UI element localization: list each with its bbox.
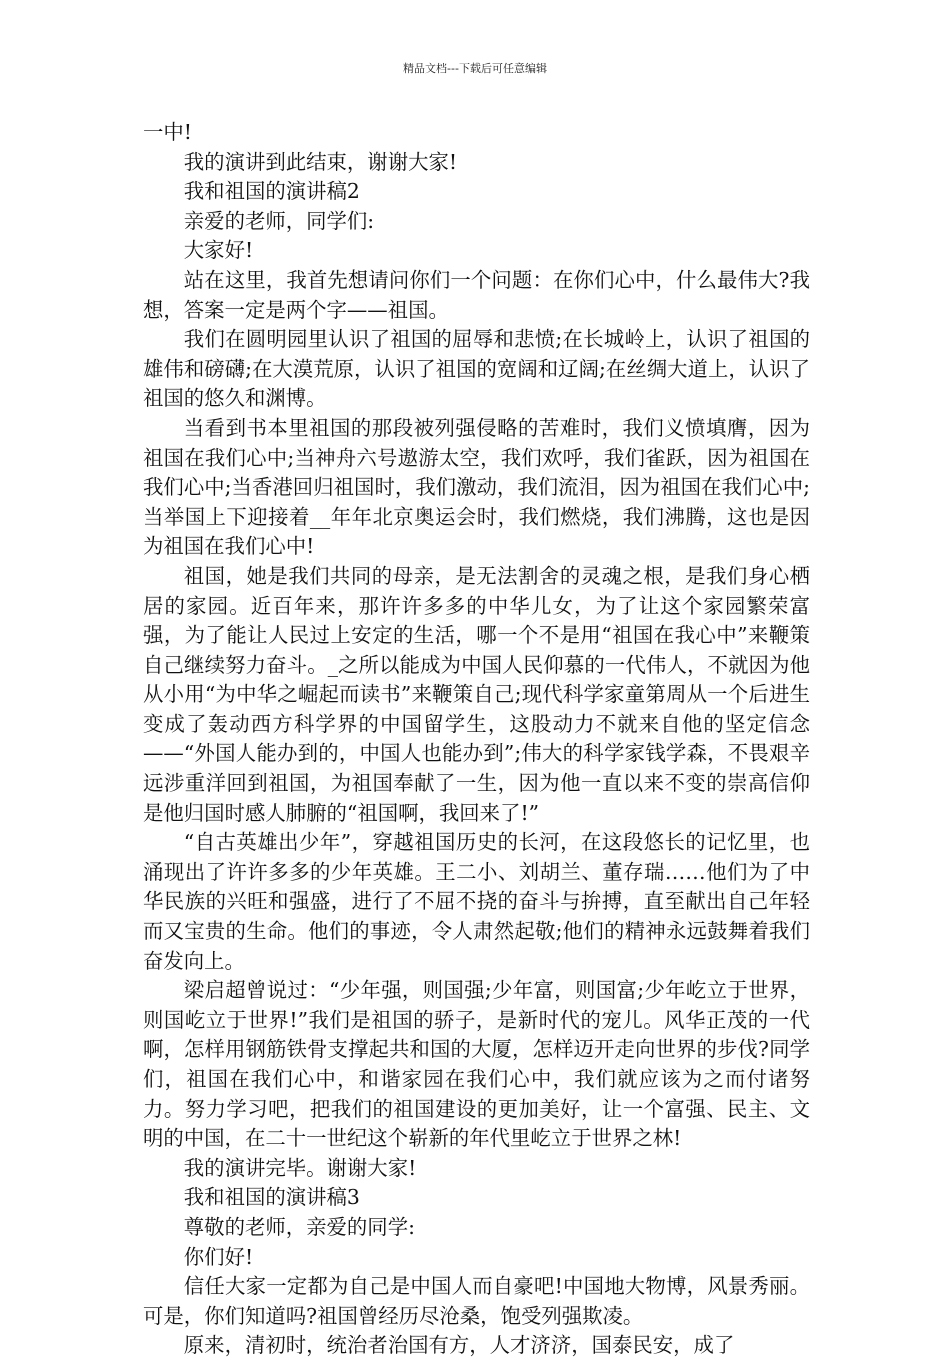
paragraph-body: 当看到书本里祖国的那段被列强侵略的苦难时，我们义愤填膺，因为祖国在我们心中;当神舟六号遨游太空，我们欢呼，我们雀跃，因为祖国在我们心中;当香港回归祖国时，我们激动，我们流泪，因为祖国在我们心中;当举国上下迎接着__年年北京奥运会时，我们燃烧，我们沸腾，这也是因为祖国在我们心中! <box>143 415 810 559</box>
paragraph-body: 信任大家一定都为自己是中国人而自豪吧!中国地大物博，风景秀丽。可是，你们知道吗?祖国曾经历尽沧桑，饱受列强欺凌。 <box>143 1274 810 1328</box>
page-header: 精品文档---下载后可任意编辑 <box>403 62 547 75</box>
paragraph-salutation: 尊敬的老师，亲爱的同学: <box>183 1214 415 1239</box>
paragraph-body: 梁启超曾说过：“少年强，则国强;少年富，则国富;少年屹立于世界，则国屹立于世界!”我们是祖国的骄子，是新时代的宠儿。风华正茂的一代啊，怎样用钢筋铁骨支撑起共和国的大厦，怎样迈开走向世界的步伐?同学们，祖国在我们心中，和谐家园在我们心中，我们就应该为之而付诸努力。努力学习吧，把我们的祖国建设的更加美好，让一个富强、民主、文明的中国，在二十一世纪这个崭新的年代里屹立于世界之林! <box>143 978 810 1151</box>
paragraph-continuation: 一中! <box>143 120 192 144</box>
section-title-speech-2: 我和祖国的演讲稿2 <box>183 179 360 204</box>
section-title-speech-3: 我和祖国的演讲稿3 <box>183 1185 360 1210</box>
paragraph-body: 祖国，她是我们共同的母亲，是无法割舍的灵魂之根，是我们身心栖居的家园。近百年来，那许许多多的中华儿女，为了让这个家园繁荣富强，为了能让人民过上安定的生活，哪一个不是用“祖国在我心中”来鞭策自己继续努力奋斗。_之所以能成为中国人民仰慕的一代伟人，不就因为他从小用“为中华之崛起而读书”来鞭策自己;现代科学家童第周从一个后进生变成了轰动西方科学界的中国留学生，这股动力不就来自他的坚定信念——“外国人能办到的，中国人也能办到”;伟大的科学家钱学森，不畏艰辛远涉重洋回到祖国，为祖国奉献了一生，因为他一直以来不变的崇高信仰是他归国时感人肺腑的“祖国啊，我回来了!” <box>143 563 810 825</box>
paragraph-salutation: 亲爱的老师，同学们: <box>183 208 375 233</box>
paragraph-closing-remark: 我的演讲完毕。谢谢大家! <box>183 1155 417 1180</box>
paragraph-body: 我们在圆明园里认识了祖国的屈辱和悲愤;在长城岭上，认识了祖国的雄伟和磅礴;在大漠荒原，认识了祖国的宽阔和辽阔;在丝绸大道上，认识了祖国的悠久和渊博。 <box>143 327 810 411</box>
document-body <box>143 118 810 1361</box>
paragraph-body: 原来，清初时，统治者治国有方，人才济济，国泰民安，成了 <box>183 1333 735 1358</box>
paragraph-greeting: 大家好! <box>183 238 254 263</box>
paragraph-body: 站在这里，我首先想请问你们一个问题：在你们心中，什么最伟大?我想，答案一定是两个字——祖国。 <box>143 267 810 322</box>
paragraph-closing-remark: 我的演讲到此结束，谢谢大家! <box>183 149 458 174</box>
paragraph-body: “自古英雄出少年”，穿越祖国历史的长河，在这段悠长的记忆里，也涌现出了许许多多的少年英雄。王二小、刘胡兰、董存瑞……他们为了中华民族的兴旺和强盛，进行了不屈不挠的奋斗与拚搏，直至献出自己年轻而又宝贵的生命。他们的事迹，令人肃然起敬;他们的精神永远鼓舞着我们奋发向上。 <box>143 830 810 973</box>
paragraph-greeting: 你们好! <box>183 1244 254 1269</box>
